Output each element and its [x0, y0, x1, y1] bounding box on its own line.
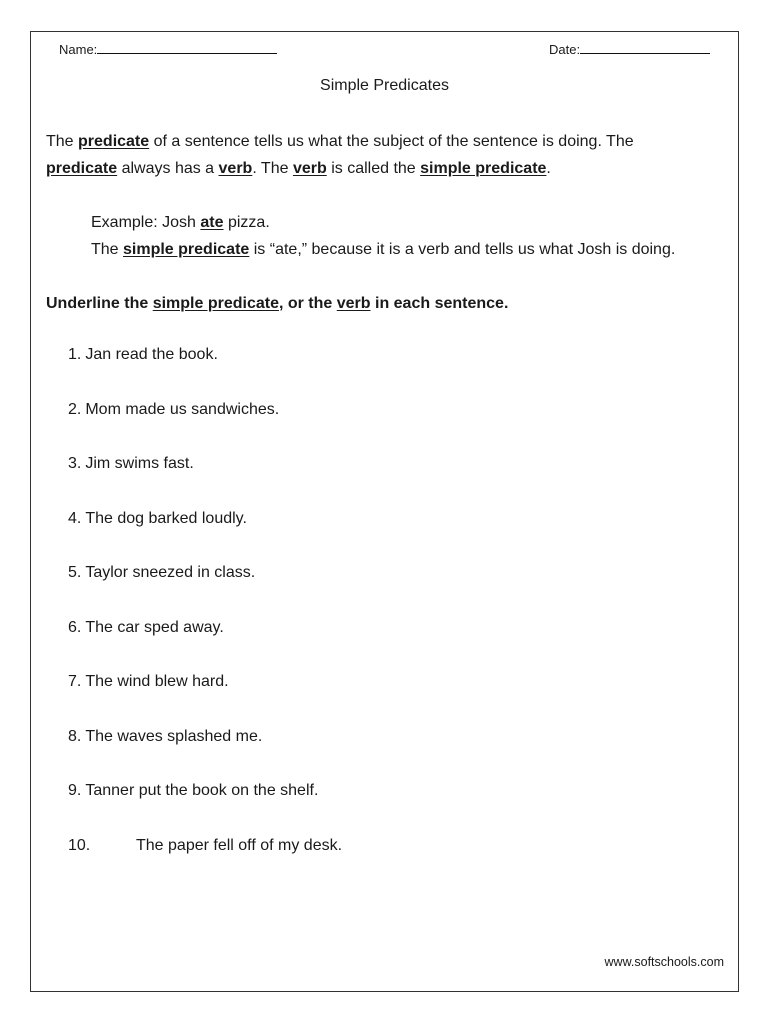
item-sentence[interactable]: Tanner put the book on the shelf. — [85, 782, 319, 799]
item-sentence[interactable]: The dog barked loudly. — [85, 510, 247, 527]
name-blank-line[interactable] — [97, 39, 277, 54]
item-number: 10. — [68, 837, 91, 854]
item-number: 8. — [68, 728, 82, 745]
instructions-text: Underline the — [46, 295, 153, 312]
exercise-item[interactable] — [68, 782, 318, 800]
exercise-item[interactable] — [68, 401, 279, 419]
intro-text: The — [46, 133, 79, 150]
item-sentence[interactable]: Jan read the book. — [85, 346, 218, 363]
item-sentence[interactable]: The wind blew hard. — [85, 673, 229, 690]
intro-text: . — [546, 160, 551, 177]
intro-text: . The — [252, 160, 293, 177]
item-sentence[interactable]: Taylor sneezed in class. — [85, 564, 256, 581]
exercise-item[interactable] — [68, 455, 194, 473]
date-label: Date: — [549, 42, 581, 57]
exercise-item[interactable] — [68, 619, 224, 637]
intro-line-2 — [46, 155, 634, 182]
item-number: 4. — [68, 510, 82, 527]
intro-line-1 — [46, 128, 634, 155]
name-label: Name: — [59, 42, 98, 57]
intro-paragraph — [46, 128, 634, 182]
example-block — [91, 209, 675, 263]
instructions-text: , or the — [278, 295, 337, 312]
item-sentence[interactable]: Jim swims fast. — [85, 455, 194, 472]
instructions-text: in each sentence. — [370, 295, 509, 312]
item-number: 1. — [68, 346, 82, 363]
example-line-1 — [91, 209, 675, 236]
item-number: 2. — [68, 401, 82, 418]
intro-text: of a sentence tells us what the subject of the sentence is doing. The — [149, 133, 634, 150]
term-verb: verb — [218, 160, 253, 177]
item-sentence[interactable]: The paper fell off of my desk. — [136, 837, 343, 854]
term-predicate: predicate — [46, 160, 118, 177]
exercise-item[interactable] — [68, 673, 229, 691]
term-verb: verb — [292, 160, 327, 177]
intro-text: is called the — [326, 160, 421, 177]
term-simple-predicate: simple predicate — [123, 241, 250, 258]
item-number: 5. — [68, 564, 82, 581]
item-number: 3. — [68, 455, 82, 472]
item-sentence[interactable]: The waves splashed me. — [85, 728, 263, 745]
exercise-item[interactable] — [68, 510, 247, 528]
name-field — [59, 39, 277, 57]
footer-website: www.softschools.com — [604, 955, 724, 969]
exercise-item[interactable] — [68, 564, 255, 582]
item-number: 6. — [68, 619, 82, 636]
example-text: Example: Josh — [91, 214, 201, 231]
term-simple-predicate: simple predicate — [152, 295, 279, 312]
exercise-item[interactable] — [68, 346, 218, 364]
item-number: 7. — [68, 673, 82, 690]
date-blank-line[interactable] — [580, 39, 710, 54]
example-line-2 — [91, 236, 675, 263]
item-sentence[interactable]: The car sped away. — [85, 619, 224, 636]
intro-text: always has a — [117, 160, 219, 177]
example-text: pizza. — [223, 214, 270, 231]
term-predicate: predicate — [78, 133, 150, 150]
term-verb: verb — [336, 295, 371, 312]
term-simple-predicate: simple predicate — [420, 160, 547, 177]
exercise-item[interactable] — [68, 837, 342, 855]
page-title: Simple Predicates — [320, 77, 449, 94]
instructions — [46, 290, 508, 317]
example-verb: ate — [200, 214, 224, 231]
example-text: The — [91, 241, 124, 258]
example-text: is “ate,” because it is a verb and tells us what Josh is doing. — [249, 241, 676, 258]
date-field — [549, 39, 710, 57]
worksheet-page — [30, 31, 739, 992]
exercise-item[interactable] — [68, 728, 262, 746]
item-sentence[interactable]: Mom made us sandwiches. — [85, 401, 280, 418]
item-number: 9. — [68, 782, 82, 799]
